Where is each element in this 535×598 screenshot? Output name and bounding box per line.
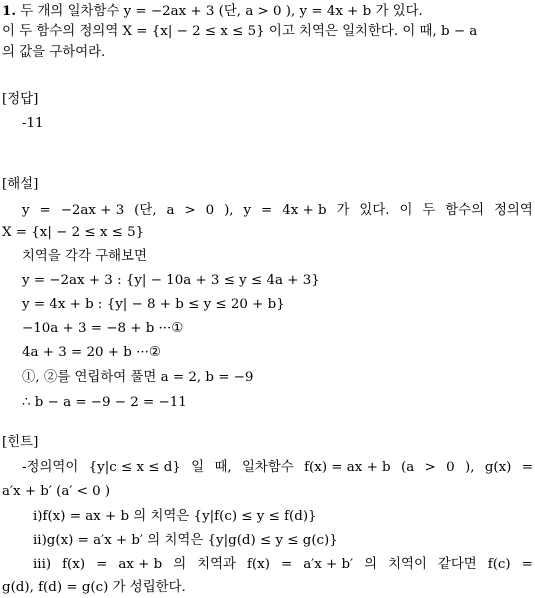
explanation-line-1-word: 두 xyxy=(422,203,436,218)
problem-line-3: 의 값을 구하여라. xyxy=(2,45,106,60)
hint-line-6: g(d), f(d) = g(c) 가 성립한다. xyxy=(2,580,186,595)
explanation-line-4: y = −2ax + 3 : {y| − 10a + 3 ≤ y ≤ 4a + 3} xyxy=(22,273,320,288)
hint-line-5-word: f(c) xyxy=(487,557,511,572)
explanation-line-6: −10a + 3 = −8 + b ···① xyxy=(22,321,184,336)
explanation-line-1-word: ), xyxy=(224,203,234,218)
hint-line-5-word: a′x + b′ xyxy=(303,557,354,572)
explanation-line-1 xyxy=(22,202,533,220)
hint-line-1-word: > xyxy=(424,460,436,475)
explanation-line-1-word: = xyxy=(261,203,273,218)
hint-line-5-word: = xyxy=(96,557,108,572)
problem-text-1: 두 개의 일차함수 y = −2ax + 3 (단, a > 0 ), y = 4x + b 가 있다. xyxy=(20,4,423,19)
hint-line-1-word: f(x) = ax + b xyxy=(304,460,391,475)
hint-line-5-word: iii) xyxy=(33,557,52,572)
hint-line-1-word: ), xyxy=(464,460,475,475)
explanation-line-1-word: y xyxy=(22,203,30,218)
problem-line-1 xyxy=(2,2,423,21)
hint-line-1-word: -정의역이 xyxy=(22,460,79,475)
hint-line-5-word: f(x) xyxy=(246,557,270,572)
hint-line-1-word: = xyxy=(521,460,533,475)
answer-value: -11 xyxy=(22,116,44,131)
explanation-line-1-word: 가 xyxy=(336,203,350,218)
explanation-line-5: y = 4x + b : {y| − 8 + b ≤ y ≤ 20 + b} xyxy=(22,297,285,312)
explanation-line-1-word: 이 xyxy=(399,203,413,218)
hint-line-5-word: f(x) xyxy=(62,557,86,572)
explanation-line-1-word: (단, xyxy=(134,203,157,218)
explanation-line-7: 4a + 3 = 20 + b ···② xyxy=(22,345,161,360)
hint-line-1 xyxy=(22,459,533,477)
hint-line-5-word: 의 xyxy=(364,557,378,572)
hint-line-1-word: 일 xyxy=(191,460,205,475)
explanation-line-1-word: −2ax + 3 xyxy=(60,203,125,218)
hint-line-1-word: 때, xyxy=(214,460,232,475)
problem-number: 1. xyxy=(2,3,16,19)
explanation-line-1-word: a xyxy=(166,203,175,218)
hint-line-1-word: 일차함수 xyxy=(242,460,294,475)
hint-line-5-word: 치역과 xyxy=(197,557,236,572)
hint-line-5-word: = xyxy=(521,557,533,572)
explanation-line-1-word: 정의역 xyxy=(493,203,533,218)
hint-line-5-word: = xyxy=(280,557,293,572)
explanation-line-1-word: y xyxy=(243,203,252,218)
explanation-line-9: ∴ b − a = −9 − 2 = −11 xyxy=(22,395,187,410)
hint-line-1-word: (a xyxy=(400,460,415,475)
hint-line-1-word: g(x) xyxy=(484,460,512,475)
problem-line-2: 이 두 함수의 정의역 X = {x| − 2 ≤ x ≤ 5} 이고 치역은 일치한다. 이 때, b − a xyxy=(2,24,478,39)
explanation-line-8: ①, ②를 연립하여 풀면 a = 2, b = −9 xyxy=(22,370,254,385)
hint-line-5-word: 치역이 xyxy=(388,557,427,572)
explanation-line-1-word: 0 xyxy=(205,203,215,218)
explanation-line-3: 치역을 각각 구해보면 xyxy=(22,249,147,264)
explanation-line-1-word: 4x + b xyxy=(282,203,327,218)
hint-line-5-word: ax + b xyxy=(118,557,163,572)
explanation-line-1-word: > xyxy=(184,203,196,218)
hint-heading: [힌트] xyxy=(2,435,39,450)
explanation-line-1-word: = xyxy=(39,203,51,218)
hint-line-1-word: {y|c ≤ x ≤ d} xyxy=(88,460,181,475)
explanation-line-1-word: 함수의 xyxy=(445,203,485,218)
explanation-line-2: X = {x| − 2 ≤ x ≤ 5} xyxy=(2,225,145,240)
hint-line-5-word: 같다면 xyxy=(437,557,477,572)
hint-line-5 xyxy=(33,556,533,574)
hint-line-3: i)f(x) = ax + b 의 치역은 {y|f(c) ≤ y ≤ f(d)} xyxy=(33,509,317,524)
hint-line-5-word: 의 xyxy=(173,557,187,572)
hint-line-4: ii)g(x) = a′x + b′ 의 치역은 {y|g(d) ≤ y ≤ g(c)} xyxy=(33,533,338,548)
explanation-line-1-word: 있다. xyxy=(359,203,390,218)
hint-line-2: a′x + b′ (a′ < 0 ) xyxy=(2,484,111,499)
hint-line-1-word: 0 xyxy=(446,460,455,475)
answer-heading: [정답] xyxy=(2,92,39,107)
explanation-heading: [해설] xyxy=(2,177,39,192)
